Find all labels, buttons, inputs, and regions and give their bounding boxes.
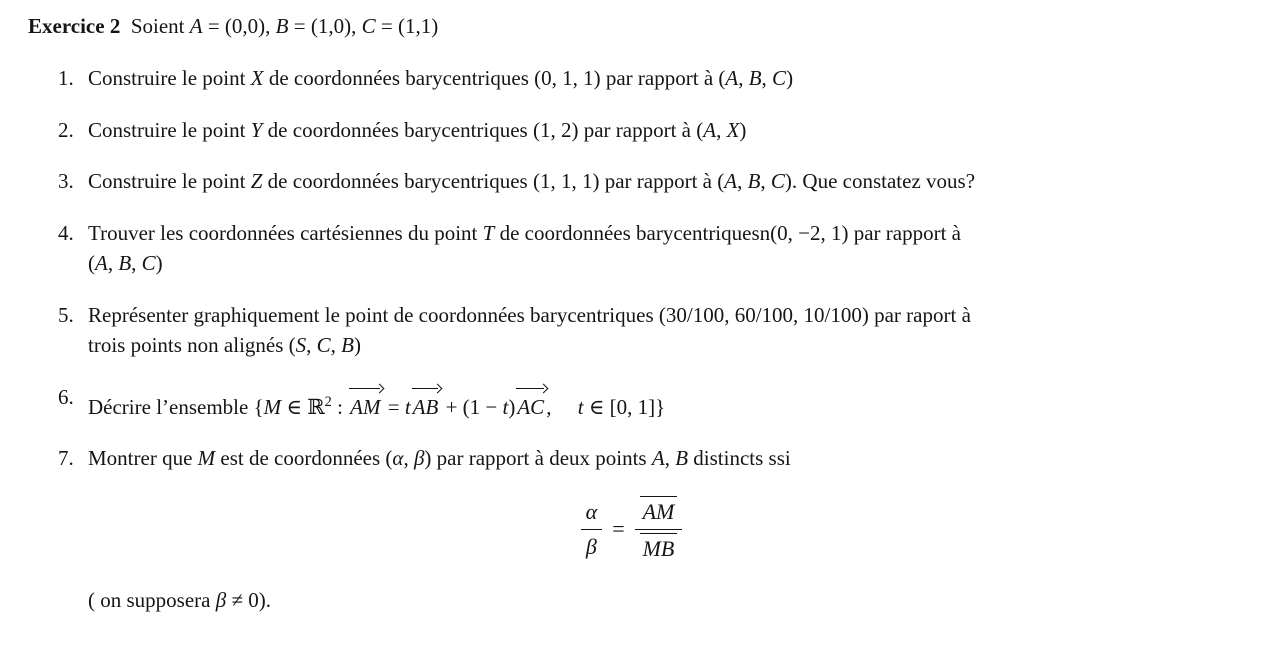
text-segment: ,	[760, 169, 771, 194]
item-content	[88, 64, 1166, 94]
formula-beta: β	[585, 533, 597, 559]
text-segment: ( on supposera	[88, 588, 216, 613]
text-segment: A	[651, 446, 665, 471]
item-number: 5.	[58, 302, 74, 327]
text-segment: Montrer que	[88, 446, 198, 471]
text-segment: ,	[664, 446, 676, 471]
text-segment: Trouver les coordonnées cartésiennes du point	[88, 221, 483, 246]
text-segment: Y	[250, 117, 263, 142]
item-line	[88, 301, 1166, 331]
item-line	[88, 444, 1166, 474]
item-number: 3.	[58, 169, 74, 194]
text-segment: Construire le point	[88, 65, 251, 90]
item-line	[88, 331, 1166, 361]
text-segment: de coordonnées barycentriques (0, 1, 1) par rapport à (	[263, 65, 726, 90]
text-segment: A	[703, 117, 717, 142]
vector-arrow-icon	[412, 385, 441, 393]
formula-numerator	[635, 496, 683, 530]
formula-MB-overline: MB	[640, 533, 678, 563]
text-segment: est de coordonnées (	[215, 446, 393, 471]
text-segment: ,	[403, 446, 414, 471]
text-segment: de coordonnées barycentriques (1, 2) par rapport à (	[262, 117, 704, 142]
text-segment: C	[772, 65, 787, 90]
text-segment: Soient	[120, 14, 190, 38]
text-segment: ≠ 0).	[226, 588, 271, 613]
text-segment: Construire le point	[88, 169, 251, 194]
text-segment: distincts ssi	[688, 446, 791, 471]
text-segment: β	[413, 446, 425, 471]
display-formula	[28, 496, 1235, 562]
text-segment: β	[215, 588, 227, 613]
text-segment: = (1,1)	[375, 14, 439, 38]
text-segment: B	[675, 446, 689, 471]
equals-sign: =	[612, 516, 625, 542]
text-segment: α	[392, 446, 404, 471]
item-content	[88, 116, 1166, 146]
item-number: 1.	[58, 65, 74, 90]
text-segment: ,	[546, 394, 578, 419]
text-segment: C	[141, 251, 156, 276]
text-segment: ,	[131, 251, 142, 276]
formula-AM-overline: AM	[640, 496, 678, 526]
text-segment: trois points non alignés (	[88, 332, 296, 357]
text-segment: t	[577, 394, 584, 419]
text-segment: (	[88, 251, 95, 276]
text-segment: ) par rapport à deux points	[424, 446, 652, 471]
text-segment: B	[118, 251, 132, 276]
item-content	[88, 219, 1166, 279]
list-item-7	[28, 444, 1235, 474]
item-line	[88, 64, 1166, 94]
exercise-heading	[28, 12, 1235, 42]
text-segment: Représenter graphiquement le point de coordonnées barycentriques (30/100, 60/100, 10/100) par raport à	[88, 302, 971, 327]
formula-alpha: α	[581, 498, 603, 530]
text-segment: t	[404, 394, 411, 419]
text-segment: + (1 −	[440, 394, 503, 419]
vector-arrow-icon	[516, 385, 546, 393]
formula-denominator	[640, 530, 678, 563]
text-segment: Construire le point	[88, 117, 251, 142]
text-segment: ,	[738, 65, 749, 90]
text-segment: :	[331, 394, 349, 419]
text-segment: de coordonnées barycentriques (1, 1, 1) par rapport à (	[262, 169, 725, 194]
text-segment: X	[250, 65, 264, 90]
exercise-list	[28, 64, 1235, 474]
item-number: 4.	[58, 221, 74, 246]
text-segment: )	[508, 394, 516, 419]
text-segment: =	[382, 394, 405, 419]
text-segment: C	[316, 332, 331, 357]
text-segment: T	[482, 221, 495, 246]
text-segment: )	[739, 117, 747, 142]
list-item-3	[28, 167, 1235, 197]
text-segment: ∈ ℝ	[281, 394, 325, 419]
text-segment: )	[155, 251, 163, 276]
text-segment: A	[189, 14, 203, 38]
text-segment: )	[354, 332, 361, 357]
vector-notation: AM	[348, 383, 382, 423]
text-segment: C	[361, 14, 376, 38]
list-item-1	[28, 64, 1235, 94]
text-segment: )	[786, 65, 794, 90]
item-line	[88, 116, 1166, 146]
text-segment: A	[95, 251, 108, 276]
item-line	[88, 219, 1166, 249]
item-number: 7.	[58, 446, 74, 471]
text-segment: ,	[716, 117, 727, 142]
list-item-5	[28, 301, 1235, 361]
text-segment: ,	[737, 169, 748, 194]
item-content	[88, 167, 1166, 197]
vector-arrow-icon	[349, 385, 382, 393]
fraction-algebraic-measures	[635, 496, 683, 562]
text-segment: M	[263, 394, 282, 419]
item-content	[88, 301, 1166, 361]
text-segment: ,	[107, 251, 119, 276]
assumption-note	[88, 586, 1235, 616]
text-segment: ,	[330, 332, 342, 357]
text-segment: B	[341, 332, 354, 357]
text-segment: Exercice 2	[28, 14, 121, 38]
text-segment: B	[747, 169, 761, 194]
text-segment: M	[197, 446, 216, 471]
text-segment: ,	[306, 332, 317, 357]
text-segment: Z	[250, 169, 263, 194]
item-number: 2.	[58, 117, 74, 142]
text-segment: A	[725, 65, 739, 90]
text-segment: S	[295, 332, 307, 357]
fraction-alpha-beta	[581, 498, 603, 560]
text-segment: B	[748, 65, 762, 90]
vector-notation: AC	[515, 383, 546, 423]
list-item-4	[28, 219, 1235, 279]
text-segment: ). Que constatez vous?	[784, 169, 976, 194]
text-segment: ,	[761, 65, 773, 90]
vector-notation: AB	[411, 383, 441, 423]
text-segment: C	[770, 169, 785, 194]
text-segment: de coordonnées barycentriquesn(0, −2, 1) par rapport à	[494, 221, 961, 246]
item-content	[88, 383, 1166, 423]
text-segment: B	[275, 14, 289, 38]
item-line	[88, 383, 1166, 423]
text-segment: 2	[324, 393, 332, 410]
item-line	[88, 167, 1166, 197]
text-segment: = (1,0),	[288, 14, 362, 38]
text-segment: ∈ [0, 1]}	[583, 394, 666, 419]
item-line	[88, 249, 1166, 279]
item-content	[88, 444, 1166, 474]
text-segment: = (0,0),	[202, 14, 276, 38]
text-segment: Décrire l’ensemble {	[88, 394, 264, 419]
text-segment: A	[724, 169, 738, 194]
text-segment: X	[726, 117, 740, 142]
list-item-2	[28, 116, 1235, 146]
text-segment: t	[502, 394, 509, 419]
list-item-6	[28, 383, 1235, 423]
item-number: 6.	[58, 384, 74, 409]
